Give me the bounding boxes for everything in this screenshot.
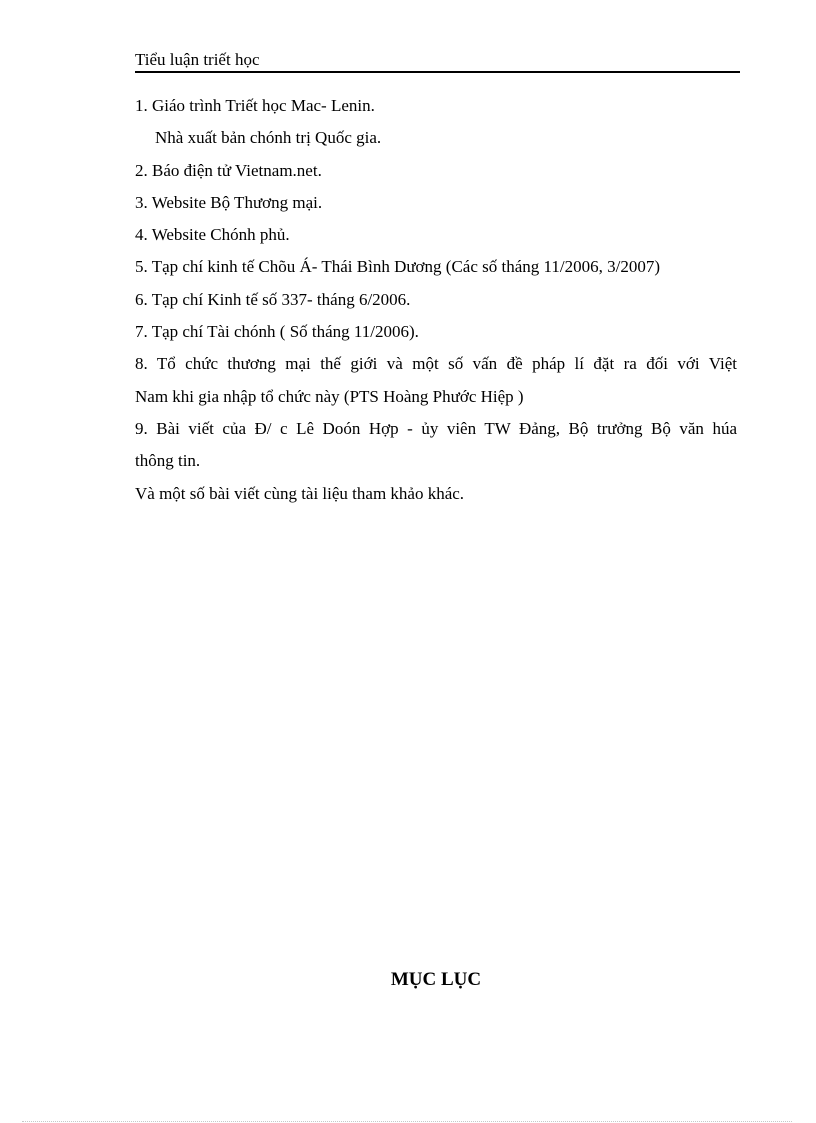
reference-line: Nam khi gia nhập tổ chức này (PTS Hoàng Phước Hiệp ) bbox=[135, 386, 524, 406]
page-bottom-rule bbox=[22, 1121, 792, 1122]
reference-line: 5. Tạp chí kinh tế Chõu Á- Thái Bình Dương (Các số tháng 11/2006, 3/2007) bbox=[135, 257, 660, 277]
reference-line: Nhà xuất bản chónh trị Quốc gia. bbox=[155, 128, 382, 148]
reference-line: 3. Website Bộ Thương mại. bbox=[135, 192, 323, 212]
toc-title: MỤC LỤC bbox=[390, 969, 482, 990]
reference-line: 9. Bài viết của Đ/ c Lê Doón Hợp - ủy viên TW Đảng, Bộ trưởng Bộ văn húa bbox=[135, 418, 737, 438]
header-title: Tiểu luận triết học bbox=[135, 50, 260, 69]
page-header bbox=[135, 48, 740, 73]
reference-line: thông tin. bbox=[135, 451, 201, 471]
reference-line: 1. Giáo trình Triết học Mac- Lenin. bbox=[135, 96, 375, 115]
reference-line: 8. Tổ chức thương mại thế giới và một số vấn đề pháp lí đặt ra đối với Việt bbox=[135, 354, 737, 374]
reference-line: 6. Tạp chí Kinh tế số 337- tháng 6/2006. bbox=[135, 289, 411, 309]
reference-list bbox=[135, 90, 737, 510]
reference-line: Và một số bài viết cùng tài liệu tham khảo khác. bbox=[135, 483, 465, 503]
reference-line: 4. Website Chónh phủ. bbox=[135, 225, 290, 245]
reference-line: 7. Tạp chí Tài chónh ( Số tháng 11/2006). bbox=[135, 322, 419, 342]
reference-line: 2. Báo điện tử Vietnam.net. bbox=[135, 160, 322, 180]
